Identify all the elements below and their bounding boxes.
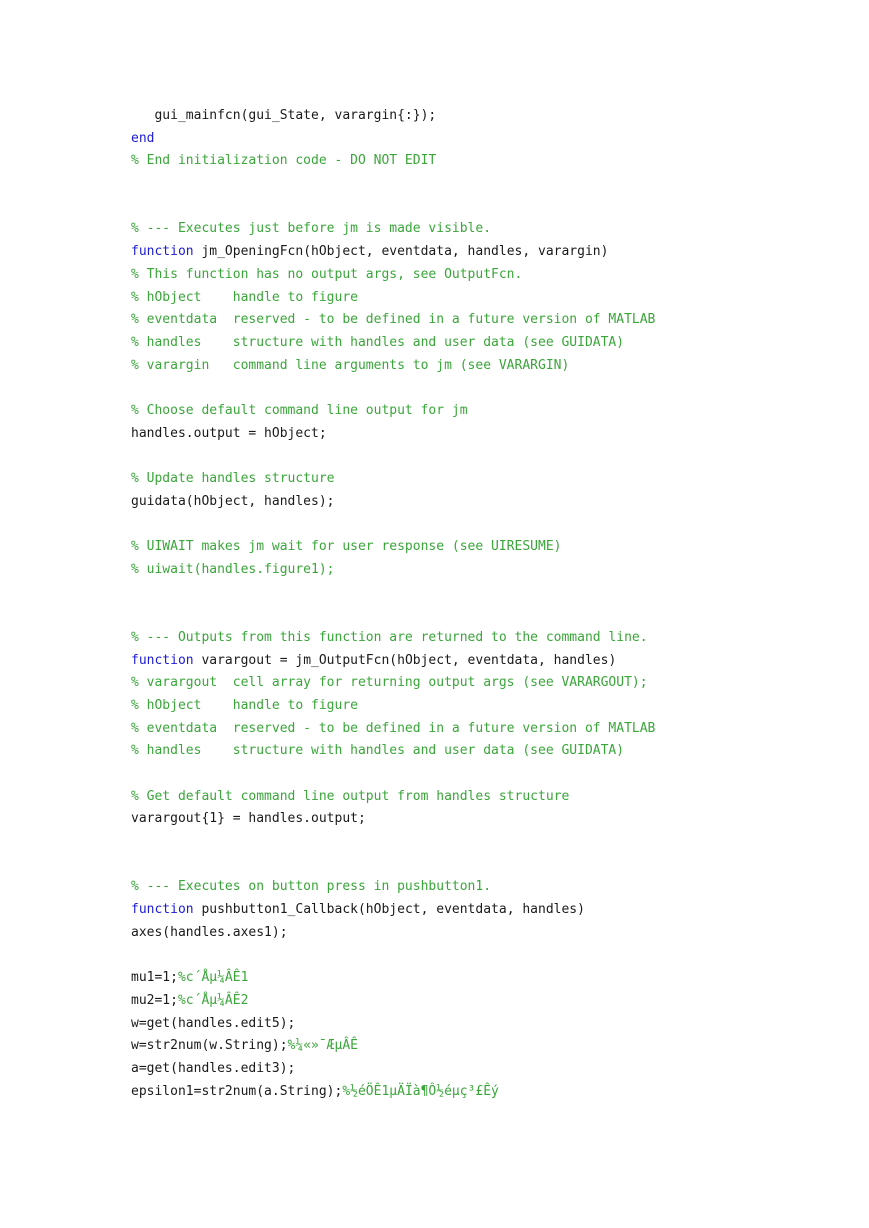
blank-line (131, 173, 831, 196)
code-text: w=str2num(w.String); (131, 1038, 288, 1054)
comment-text: %¼«»¯ÆµÂÊ (287, 1038, 358, 1054)
comment-text: %c´Åµ¼ÂÊ1 (177, 970, 249, 986)
keyword-token: function (131, 244, 194, 260)
comment-text: % UIWAIT makes jm wait for user response (see UIRESUME) (131, 539, 562, 555)
code-line (131, 899, 831, 922)
blank-line (131, 831, 831, 854)
code-text: guidata(hObject, handles); (131, 493, 335, 509)
code-text: varargout{1} = handles.output; (131, 811, 366, 827)
comment-text: %½éÖÊ1µÄÏà¶Ô½éµç³£Êý (342, 1083, 499, 1099)
comment-text: % Get default command line output from handles structure (131, 788, 570, 804)
code-line (131, 105, 831, 128)
code-line (131, 400, 831, 423)
blank-line (131, 513, 831, 536)
code-line (131, 355, 831, 378)
code-line (131, 241, 831, 264)
comment-text: % handles structure with handles and user data (see GUIDATA) (131, 334, 625, 350)
code-line (131, 423, 831, 446)
code-line (131, 150, 831, 173)
blank-line (131, 377, 831, 400)
comment-text: % This function has no output args, see OutputFcn. (131, 266, 523, 282)
blank-line (131, 763, 831, 786)
code-text: pushbutton1_Callback(hObject, eventdata, handles) (193, 902, 585, 918)
keyword-token: end (131, 130, 155, 146)
comment-text: % handles structure with handles and user data (see GUIDATA) (131, 743, 625, 759)
code-text: handles.output = hObject; (131, 425, 327, 441)
comment-text: % varargout cell array for returning output args (see VARARGOUT); (131, 675, 648, 691)
comment-text: % End initialization code - DO NOT EDIT (131, 153, 437, 169)
comment-text: % --- Outputs from this function are returned to the command line. (131, 629, 648, 645)
code-text: a=get(handles.edit3); (131, 1060, 296, 1076)
comment-text: % hObject handle to figure (131, 289, 358, 305)
code-line (131, 491, 831, 514)
comment-text: % Update handles structure (131, 471, 335, 486)
comment-text: % varargin command line arguments to jm (see VARARGIN) (131, 357, 570, 373)
code-line (131, 536, 831, 559)
blank-line (131, 581, 831, 604)
code-text: w=get(handles.edit5); (131, 1015, 296, 1031)
comment-text: % --- Executes on button press in pushbutton1. (131, 879, 492, 895)
comment-text: % eventdata reserved - to be defined in a future version of MATLAB (131, 312, 656, 328)
code-line (131, 695, 831, 718)
code-listing (131, 105, 831, 1103)
code-text: axes(handles.axes1); (131, 924, 288, 940)
comment-text: %c´Åµ¼ÂÊ2 (177, 992, 249, 1008)
code-line (131, 128, 831, 151)
code-text: gui_mainfcn(gui_State, varargin{:}); (131, 108, 437, 123)
code-line (131, 967, 831, 990)
code-text: epsilon1=str2num(a.String); (131, 1083, 343, 1099)
code-line (131, 468, 831, 491)
code-line (131, 287, 831, 310)
comment-text: % Choose default command line output for jm (131, 402, 468, 418)
code-line (131, 218, 831, 241)
code-line (131, 332, 831, 355)
comment-text: % --- Executes just before jm is made visible. (131, 221, 492, 237)
blank-line (131, 944, 831, 967)
keyword-token: function (131, 652, 194, 668)
code-line (131, 922, 831, 945)
blank-line (131, 854, 831, 877)
code-line (131, 1013, 831, 1036)
code-line (131, 718, 831, 741)
comment-text: % eventdata reserved - to be defined in a future version of MATLAB (131, 720, 656, 736)
code-line (131, 876, 831, 899)
code-line (131, 309, 831, 332)
code-line (131, 264, 831, 287)
code-line (131, 650, 831, 673)
code-line (131, 1081, 831, 1104)
code-line (131, 559, 831, 582)
code-line (131, 808, 831, 831)
code-line (131, 672, 831, 695)
code-text: jm_OpeningFcn(hObject, eventdata, handles, varargin) (193, 244, 609, 260)
blank-line (131, 604, 831, 627)
comment-text: % uiwait(handles.figure1); (131, 561, 335, 577)
code-line (131, 1035, 831, 1058)
code-line (131, 627, 831, 650)
blank-line (131, 196, 831, 219)
code-line (131, 786, 831, 809)
code-text: mu2=1; (131, 992, 178, 1008)
code-line (131, 1058, 831, 1081)
comment-text: % hObject handle to figure (131, 697, 358, 713)
blank-line (131, 445, 831, 468)
code-line (131, 740, 831, 763)
code-line (131, 990, 831, 1013)
code-text: mu1=1; (131, 970, 178, 986)
keyword-token: function (131, 902, 194, 918)
code-text: varargout = jm_OutputFcn(hObject, eventdata, handles) (193, 652, 617, 668)
